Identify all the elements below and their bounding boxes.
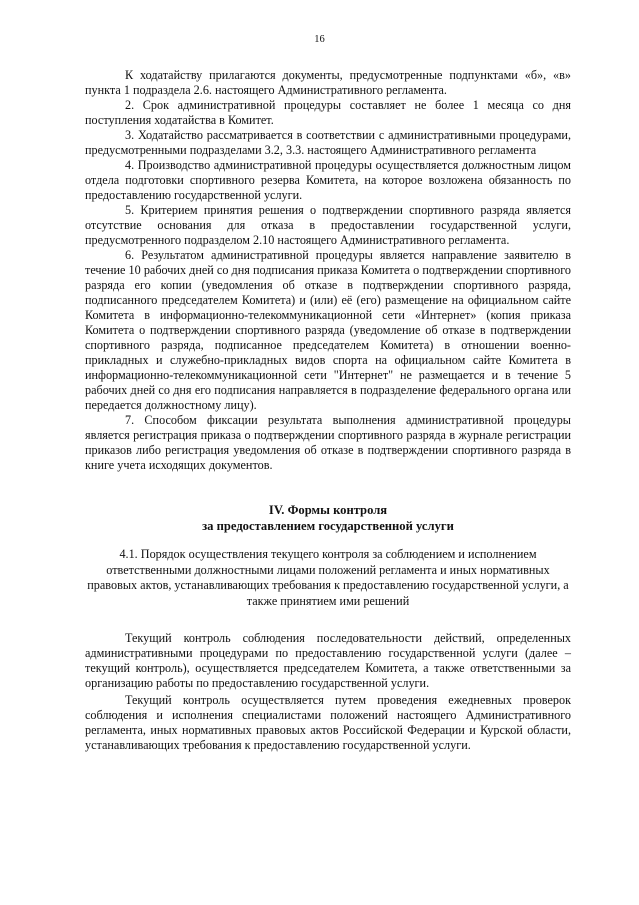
paragraph: Текущий контроль осуществляется путем проведения ежедневных проверок соблюдения и исполнения специалистами положений настоящего Административного регламента, иных нормативных правовых актов Российской Федерации и Курской области, устанавливающих требования к предоставлению государственной услуги. [85, 693, 571, 752]
paragraph: 5. Критерием принятия решения о подтверждении спортивного разряда является отсутствие основания для отказа в предоставлении государственной услуги, предусмотренного подразделом 2.10 настоящего Административного регламента. [85, 203, 571, 247]
paragraph: 2. Срок административной процедуры составляет не более 1 месяца со дня поступления ходатайства в Комитет. [85, 98, 571, 127]
paragraph: 4. Производство административной процедуры осуществляется должностным лицом отдела подготовки спортивного резерва Комитета, на которое возложена обязанность по предоставлению государственной услуги. [85, 158, 571, 202]
paragraph: Текущий контроль соблюдения последовательности действий, определенных административными процедурами по предоставлению государственной услуги (далее – текущий контроль), осуществляется председателем Комитета, а также ответственными за организацию работы по предоставлению государственной услуги. [85, 631, 571, 690]
paragraph: 7. Способом фиксации результата выполнения административной процедуры является регистрация приказа о подтверждении спортивного разряда в журнале регистрации приказов либо регистрация уведомления об отказе в подтверждении спортивного разряда в книге учета исходящих документов. [85, 413, 571, 472]
section-heading [85, 502, 571, 534]
section-heading-line2: за предоставлением государственной услуги [202, 519, 454, 533]
page-body [85, 68, 571, 753]
paragraph: 3. Ходатайство рассматривается в соответствии с административными процедурами, предусмотренными подразделами 3.2, 3.3. настоящего Административного регламента [85, 128, 571, 157]
paragraph: 6. Результатом административной процедуры является направление заявителю в течение 10 рабочих дней со дня подписания приказа Комитета о подтверждении спортивного разряда его копии (уведомления об отказе в подтверждении спортивного разряда, подписанного председателем Комитета) и (или) её (его) размещение на официальном сайте Комитета в информационно-телекоммуникационной сети «Интернет» (копия приказа Комитета о подтверждении спортивного разряда (уведомление об отказе в подтверждении спортивного разряда, подписанное председателем Комитета) в отношении военно-прикладных и служебно-прикладных видов спорта на официальном сайте Комитета в информационно-телекоммуникационной сети "Интернет" не размещается и в течение 5 рабочих дней со дня его подписания направляется в подразделение федерального органа или передается должностному лицу). [85, 248, 571, 412]
section-heading-line1: IV. Формы контроля [268, 503, 388, 517]
subsection-title: 4.1. Порядок осуществления текущего контроля за соблюдением и исполнением ответственными должностными лицами положений регламента и иных нормативных правовых актов, устанавливающих требования к предоставлению государственной услуги, а также принятием ими решений [87, 547, 569, 608]
page-number: 16 [314, 34, 325, 45]
paragraph: К ходатайству прилагаются документы, предусмотренные подпунктами «б», «в» пункта 1 подраздела 2.6. настоящего Административного регламента. [85, 68, 571, 97]
